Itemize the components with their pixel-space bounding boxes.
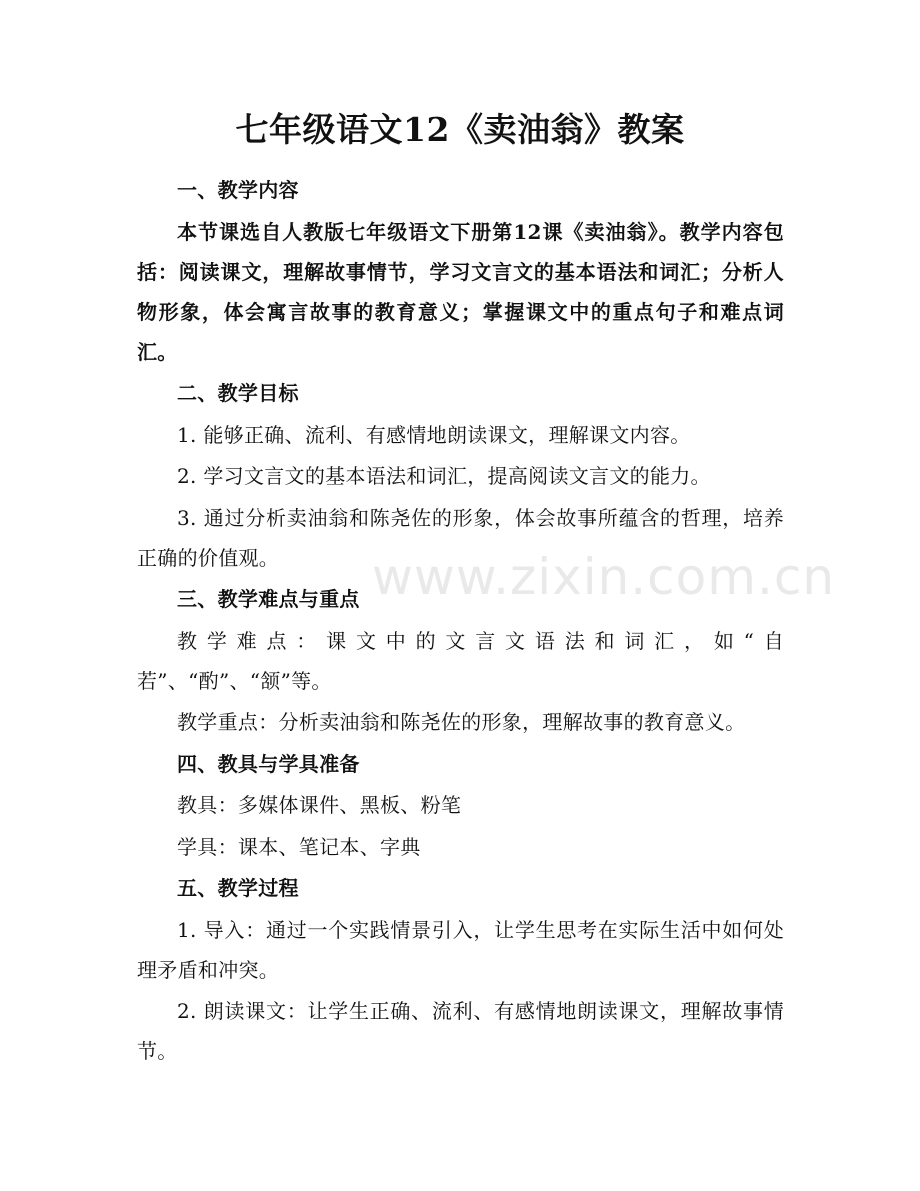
difficulty-paragraph: 教学难点：课文中的文言文语法和词汇，如“自若”、“酌”、“颔”等。 xyxy=(137,628,784,693)
student-materials: 学具：课本、笔记本、字典 xyxy=(177,834,421,859)
document-title: 七年级语文12《卖油翁》教案 xyxy=(235,110,685,149)
watermark: www.zixin.com.cn xyxy=(372,548,836,606)
teacher-materials: 教具：多媒体课件、黑板、粉笔 xyxy=(177,793,462,817)
section-heading-content: 一、教学内容 xyxy=(177,178,299,202)
objective-item-3: 3. 通过分析卖油翁和陈尧佐的形象，体会故事所蕴含的哲理，培养正确的价值观。 xyxy=(137,505,784,570)
key-points-paragraph: 教学重点：分析卖油翁和陈尧佐的形象，理解故事的教育意义。 xyxy=(177,710,746,734)
process-step-1: 1. 导入：通过一个实践情景引入，让学生思考在实际生活中如何处理矛盾和冲突。 xyxy=(137,917,784,982)
section-heading-objectives: 二、教学目标 xyxy=(177,381,299,405)
paragraph-content: 本节课选自人教版七年级语文下册第12课《卖油翁》。教学内容包括：阅读课文，理解故事情节，学习文言文的基本语法和词汇；分析人物形象，体会寓言故事的教育意义；掌握课文中的重点句子和难点词汇。 xyxy=(137,219,784,364)
document-body xyxy=(137,170,784,1073)
section-heading-process: 五、教学过程 xyxy=(177,876,299,900)
objective-item-1: 1. 能够正确、流利、有感情地朗读课文，理解课文内容。 xyxy=(177,422,691,447)
section-heading-difficulty: 三、教学难点与重点 xyxy=(177,587,360,611)
objective-item-2: 2. 学习文言文的基本语法和词汇，提高阅读文言文的能力。 xyxy=(177,464,711,488)
process-step-2: 2. 朗读课文：让学生正确、流利、有感情地朗读课文，理解故事情节。 xyxy=(137,999,784,1063)
section-heading-materials: 四、教具与学具准备 xyxy=(177,751,360,776)
